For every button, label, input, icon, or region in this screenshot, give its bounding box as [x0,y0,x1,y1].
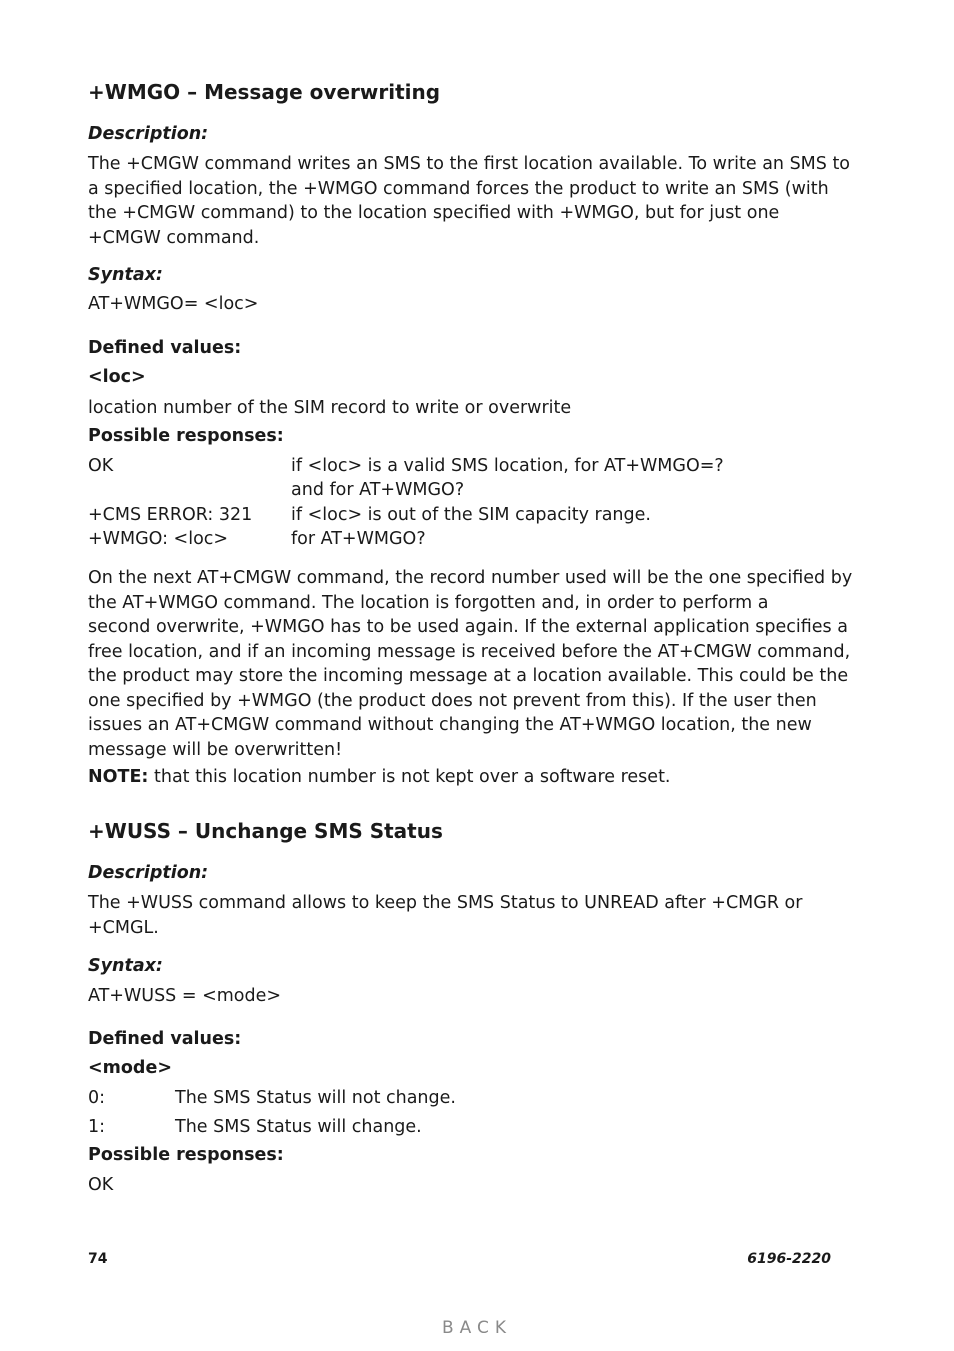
text-line: The +CMGW command writes an SMS to the first location available. To write an SMS to [88,154,851,174]
page-number: 74 [88,1251,108,1267]
wuss-response: OK [88,1175,114,1195]
text-line: +CMGW command. [88,227,260,248]
wuss-param: <mode> [88,1058,172,1078]
wmgo-description-label: Description: [88,124,209,144]
text-line: On the next AT+CMGW command, the record number used will be the one specified by [88,568,853,588]
response-code: +WMGO: <loc> [88,529,229,549]
text-line: +CMGL. [88,917,159,938]
wmgo-heading: +WMGO – Message overwriting [88,80,441,104]
response-desc: if <loc> is out of the SIM capacity range. [291,505,651,525]
text-line: the product may store the incoming message at a location available. This could be the [88,666,849,686]
back-link[interactable]: BACK [441,1318,512,1338]
wuss-syntax: AT+WUSS = <mode> [88,986,282,1006]
text-line: free location, and if an incoming message is received before the AT+CMGW command, [88,641,851,662]
wmgo-param: <loc> [88,367,146,387]
value-row [88,1115,833,1140]
value-desc: The SMS Status will not change. [175,1088,456,1108]
response-code: OK [88,456,114,476]
wuss-responses-label: Possible responses: [88,1145,284,1165]
response-code: +CMS ERROR: 321 [88,505,253,525]
text-line: message will be overwritten! [88,739,343,760]
value-key: 0: [88,1088,106,1108]
note-label: NOTE: [88,767,149,787]
note-text: that this location number is not kept over a software reset. [148,767,671,787]
wmgo-note [88,765,671,790]
response-row [88,503,833,528]
wuss-description [88,891,802,940]
response-desc: and for AT+WMGO? [291,480,465,500]
wuss-syntax-label: Syntax: [88,956,163,976]
wmgo-param-desc: location number of the SIM record to write or overwrite [88,398,572,418]
wmgo-description [88,152,850,250]
response-desc: for AT+WMGO? [291,529,426,549]
document-code: 6196-2220 [747,1251,831,1267]
value-desc: The SMS Status will change. [175,1117,422,1137]
text-line: second overwrite, +WMGO has to be used again. If the external application specifies a [88,617,848,637]
text-line: one specified by +WMGO (the product does not prevent from this). If the user then [88,690,817,711]
wmgo-body [88,566,852,762]
wuss-heading: +WUSS – Unchange SMS Status [88,819,443,843]
wmgo-syntax: AT+WMGO= <loc> [88,294,259,314]
value-key: 1: [88,1117,106,1137]
text-line: the +CMGW command) to the location specified with +WMGO, but for just one [88,203,780,223]
response-row [88,478,833,503]
wmgo-responses-label: Possible responses: [88,426,284,446]
text-line: The +WUSS command allows to keep the SMS Status to UNREAD after +CMGR or [88,893,803,913]
response-row [88,454,833,479]
wmgo-syntax-label: Syntax: [88,265,163,285]
wmgo-defined-label: Defined values: [88,338,242,358]
text-line: issues an AT+CMGW command without changing the AT+WMGO location, the new [88,715,812,735]
response-row [88,527,833,552]
response-desc: if <loc> is a valid SMS location, for AT+WMGO=? [291,456,724,476]
wuss-description-label: Description: [88,863,209,883]
text-line: the AT+WMGO command. The location is forgotten and, in order to perform a [88,592,769,613]
value-row [88,1086,833,1111]
wuss-defined-label: Defined values: [88,1029,242,1049]
text-line: a specified location, the +WMGO command forces the product to write an SMS (with [88,178,829,199]
